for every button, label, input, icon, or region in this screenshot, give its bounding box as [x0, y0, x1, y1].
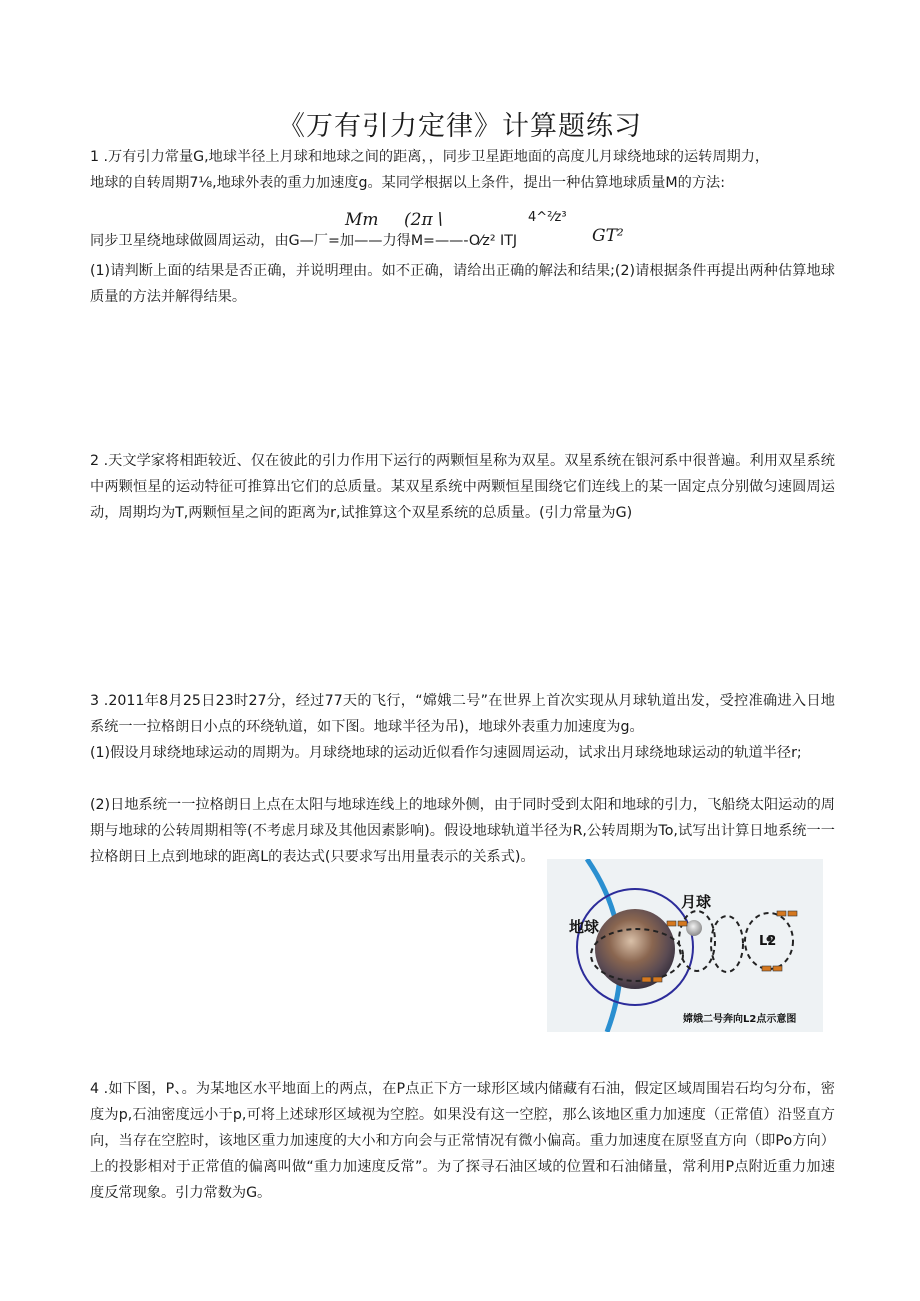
l2-label: L2	[759, 934, 777, 949]
q1-formula-mm: Mm	[345, 210, 379, 230]
page-title: 《万有引力定律》计算题练习	[278, 111, 642, 142]
q1-formula-gt2: GT²	[592, 226, 624, 246]
q1-line1: 1 .万有引力常量G,地球半径上月球和地球之间的距离，，同步卫星距地面的高度儿月球绕地球的运转周期力，	[90, 149, 770, 165]
earth-label: 地球	[569, 918, 600, 936]
q1-line2: 地球的自转周期7⅛,地球外表的重力加速度g。某同学根据以上条件，提出一种估算地球质量M的方法:	[90, 175, 726, 191]
q2-body: 2 .天文学家将相距较近、仅在彼此的引力作用下运行的两颗恒星称为双星。双星系统在银河系中很普遍。利用双星系统中两颗恒星的运动特征可推算出它们的总质量。某双星系统中两颗恒星围绕它们连线上的某一固定点分别做匀速圆周运动，周期均为T,两颗恒星之间的距离为r,试推算这个双星系统的总质量。(引力常量为G)	[90, 453, 835, 521]
q1-formula-2pi: (2π∖	[404, 210, 444, 230]
q3-part1: (1)假设月球绕地球运动的周期为。月球绕地球的运动近似看作匀速圆周运动，试求出月球绕地球运动的轨道半径r;	[90, 745, 802, 761]
spacecraft-icon-1	[667, 921, 687, 926]
q3-body: 3 .2011年8月25日23时27分，经过77天的飞行，“嫦娥二号”在世界上首次实现从月球轨道出发，受控准确进入日地系统一一拉格朗日小点的环绕轨道，如下图。地球半径为吊)，地球外表重力加速度为g。	[90, 693, 835, 735]
q1-formula-frac: 4^²⁄z³	[528, 210, 567, 225]
q3-part2: (2)日地系统一一拉格朗日上点在太阳与地球连线上的地球外侧，由于同时受到太阳和地球的引力，飞船绕太阳运动的周期与地球的公转周期相等(不考虑月球及其他因素影响)。假设地球轨道半径为R,公转周期为To,试写出计算日地系统一一拉格朗日上点到地球的距离L的表达式(只要求写出用量表示的关系式)。	[90, 797, 835, 865]
figure-caption: 嫦娥二号奔向L2点示意图	[683, 1014, 797, 1025]
spacecraft-icon-3	[777, 911, 797, 916]
moon-label: 月球	[681, 893, 712, 911]
q1-formula-line: 同步卫星绕地球做圆周运动，由G—厂=加——力得M=——-O⁄z² ITJ	[90, 233, 518, 249]
q1-body: (1)请判断上面的结果是否正确，并说明理由。如不正确，请给出正确的解法和结果;(2)请根据条件再提出两种估算地球质量的方法并解得结果。	[90, 263, 835, 305]
q4-body: 4 .如下图，P、。为某地区水平地面上的两点，在P点正下方一球形区域内储藏有石油，假定区域周围岩石均匀分布，密度为p,石油密度远小于p,可将上述球形区域视为空腔。如果没有这一空腔，那么该地区重力加速度（正常值）沿竖直方向，当存在空腔时，该地区重力加速度的大小和方向会与正常情况有微小偏高。重力加速度在原竖直方向（即Po方向）上的投影相对于正常值的偏离叫做“重力加速度反常”。为了探寻石油区域的位置和石油储量，常利用P点附近重力加速度反常现象。引力常数为G。	[90, 1081, 835, 1201]
lagrange-diagram	[547, 859, 823, 1032]
loop-1	[679, 911, 715, 971]
moon-globe	[686, 920, 702, 936]
lagrange-figure	[547, 859, 823, 1032]
